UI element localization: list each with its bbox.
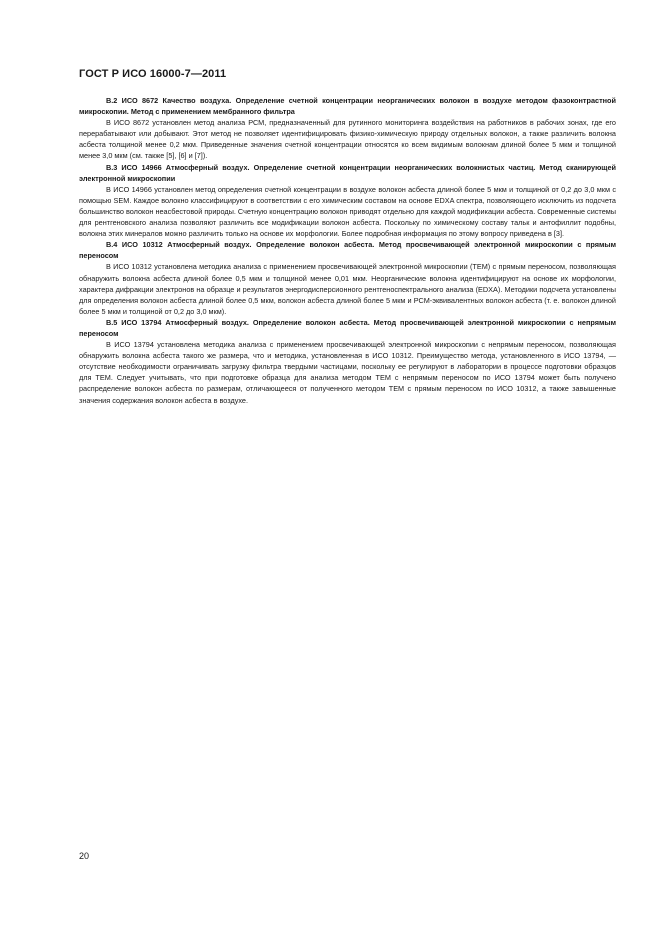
section-text-b2: В ИСО 8672 установлен метод анализа РСМ, предназначенный для рутинного мониторинга воздействия на работников в рабочих зонах, где его перерабатывают или добывают. Этот метод не позволяет идентифицировать физико-химическую природу отдельных волокон, а также различить волокна асбеста толщиной менее 0,2 мкм. Приведенные значения счетной концентрации относятся ко всем видимым волокнам длиной более 5 мкм и толщиной менее 3,0 мкм (см. также [5], [6] и [7]). [79, 118, 616, 161]
section-heading-b4: В.4 ИСО 10312 Атмосферный воздух. Определение волокон асбеста. Метод просвечивающей электронной микроскопии с прямым переносом [79, 240, 616, 261]
page-number: 20 [79, 851, 90, 861]
section-heading-b2: В.2 ИСО 8672 Качество воздуха. Определение счетной концентрации неорганических волокон в воздухе методом фазоконтрастной микроскопии. Метод с применением мембранного фильтра [79, 96, 616, 117]
section-text-b4: В ИСО 10312 установлена методика анализа с применением просвечивающей электронной микроскопии (ТЕМ) с прямым переносом, позволяющая обнаружить волокна асбеста длиной более 0,5 мкм и толщиной менее 0,01 мкм. Неорганические волокна идентифицируют на основе их морфологии, характера дифракции электронов на образце и результатов энергодисперсионного рентгеноспектрального анализа (EDXA). Методики подсчета установлены для определения волокон асбеста длиной более 0,5 мкм, волокон асбеста длиной более 5 мкм и РСМ-эквивалентных волокон асбеста (т. е. волокон длиной более 5 мкм и толщиной от 0,2 до 3,0 мкм). [79, 262, 616, 316]
document-body [79, 95, 616, 406]
section-text-b3: В ИСО 14966 установлен метод определения счетной концентрации в воздухе волокон асбеста длиной более 5 мкм и толщиной от 0,2 до 3,0 мкм с помощью SEM. Каждое волокно классифицируют в соответствии с его химическим составом на основе EDXA спектра, позволяющего исключить из подсчета большинство волокон неасбестовой природы. Счетную концентрацию волокон приводят отдельно для каждой модификации асбеста. Современные системы для рентгеновского анализа позволяют различить все модификации волокон асбеста. Поскольку по химическому составу тальк и антофиллит подобны, волокна этих минералов можно различить только на основе их морфологии. Более подробная информация по этому вопросу приведена в [3]. [79, 184, 617, 239]
section-heading-b3: В.3 ИСО 14966 Атмосферный воздух. Определение счетной концентрации неорганических волокнистых частиц. Метод сканирующей электронной микроскопии [79, 162, 616, 183]
section-heading-b5: В.5 ИСО 13794 Атмосферный воздух. Определение волокон асбеста. Метод просвечивающей электронной микроскопии с непрямым переносом [79, 317, 616, 338]
section-text-b5: В ИСО 13794 установлена методика анализа с применением просвечивающей электронной микроскопии с непрямым переносом, позволяющая обнаружить волокна асбеста такого же размера, что и методика, установленная в ИСО 10312. Преимущество метода, установленного в ИСО 13794, — отсутствие необходимости ограничивать загрузку фильтра твердыми частицами, поскольку ее регулируют в лаборатории в процессе подготовки образцов для ТЕМ. Следует учитывать, что при подготовке образца для анализа методом ТЕМ с непрямым переносом по ИСО 13794 может быть получено распределение волокон асбеста по размерам, отличающееся от полученного методом ТЕМ с прямым переносом по ИСО 10312, а также завышенные значения содержания волокон асбеста в воздухе. [79, 340, 616, 405]
document-header: ГОСТ Р ИСО 16000-7—2011 [79, 68, 227, 80]
